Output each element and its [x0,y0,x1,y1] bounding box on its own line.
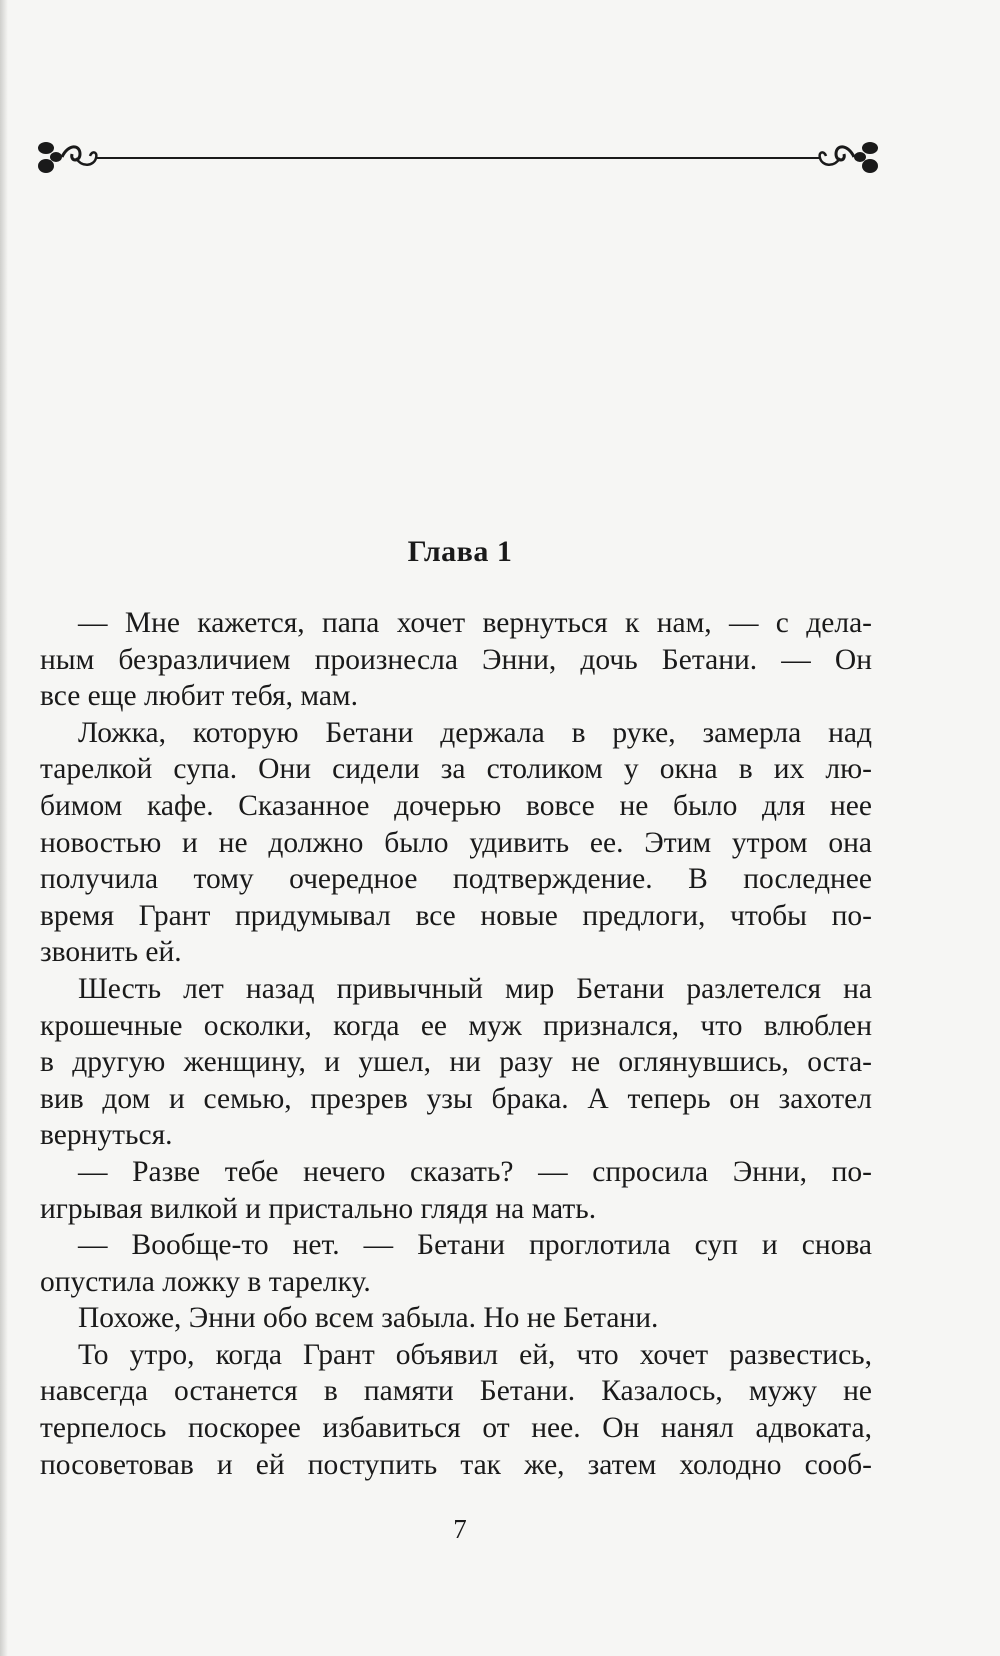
text-line: — Вообще-то нет. — Бетани проглотила суп и снова [78,1229,872,1262]
text-line: игрывая вилкой и пристально глядя на мать. [40,1192,597,1225]
paragraph [40,1154,872,1227]
text-line: ным безразличием произнесла Энни, дочь Бетани. — Он [40,643,872,676]
page-gutter-shadow [0,0,8,1656]
text-line: вернуться. [40,1119,173,1152]
text-line: посоветовав и ей поступить так же, затем холодно сооб- [40,1448,872,1481]
chapter-body [40,605,872,1483]
text-line: получила тому очередное подтверждение. В последнее [40,863,872,896]
text-line: время Грант придумывал все новые предлоги, чтобы по- [40,899,872,932]
paragraph [40,971,872,1154]
floral-flourish-icon [810,142,878,173]
paragraph [40,1227,872,1300]
text-line: новостью и не должно было удивить ее. Этим утром она [40,826,872,859]
text-line: в другую женщину, и ушел, ни разу не оглянувшись, оста- [40,1046,872,1079]
text-line: Похоже, Энни обо всем забыла. Но не Бетани. [78,1302,659,1335]
text-line: все еще любит тебя, мам. [40,680,358,713]
text-line: звонить ей. [40,936,182,969]
paragraph [40,1337,872,1483]
chapter-title: Глава 1 [407,535,513,568]
text-line: крошечные осколки, когда ее муж признался, что влюблен [40,1009,872,1042]
floral-flourish-icon [38,142,106,173]
paragraph [40,605,872,715]
text-line: терпелось поскорее избавиться от нее. Он нанял адвоката, [40,1412,872,1445]
page-number: 7 [453,1514,467,1544]
paragraph [40,1300,872,1337]
text-line: Ложка, которую Бетани держала в руке, замерла над [78,716,872,749]
text-line: бимом кафе. Сказанное дочерью вовсе не было для нее [40,789,872,822]
text-line: — Мне кажется, папа хочет вернуться к нам, — с дела- [78,607,872,639]
text-line: — Разве тебе нечего сказать? — спросила Энни, по- [78,1155,872,1188]
text-line: вив дом и семью, презрев узы брака. А теперь он захотел [40,1082,872,1115]
header-ornament [36,136,880,184]
paragraph [40,715,872,971]
text-line: тарелкой супа. Они сидели за столиком у окна в их лю- [40,753,872,786]
text-line: опустила ложку в тарелку. [40,1265,371,1298]
text-line: Шесть лет назад привычный мир Бетани разлетелся на [78,972,872,1005]
text-line: То утро, когда Грант объявил ей, что хочет развестись, [78,1338,872,1371]
text-line: навсегда останется в памяти Бетани. Казалось, мужу не [40,1375,872,1408]
